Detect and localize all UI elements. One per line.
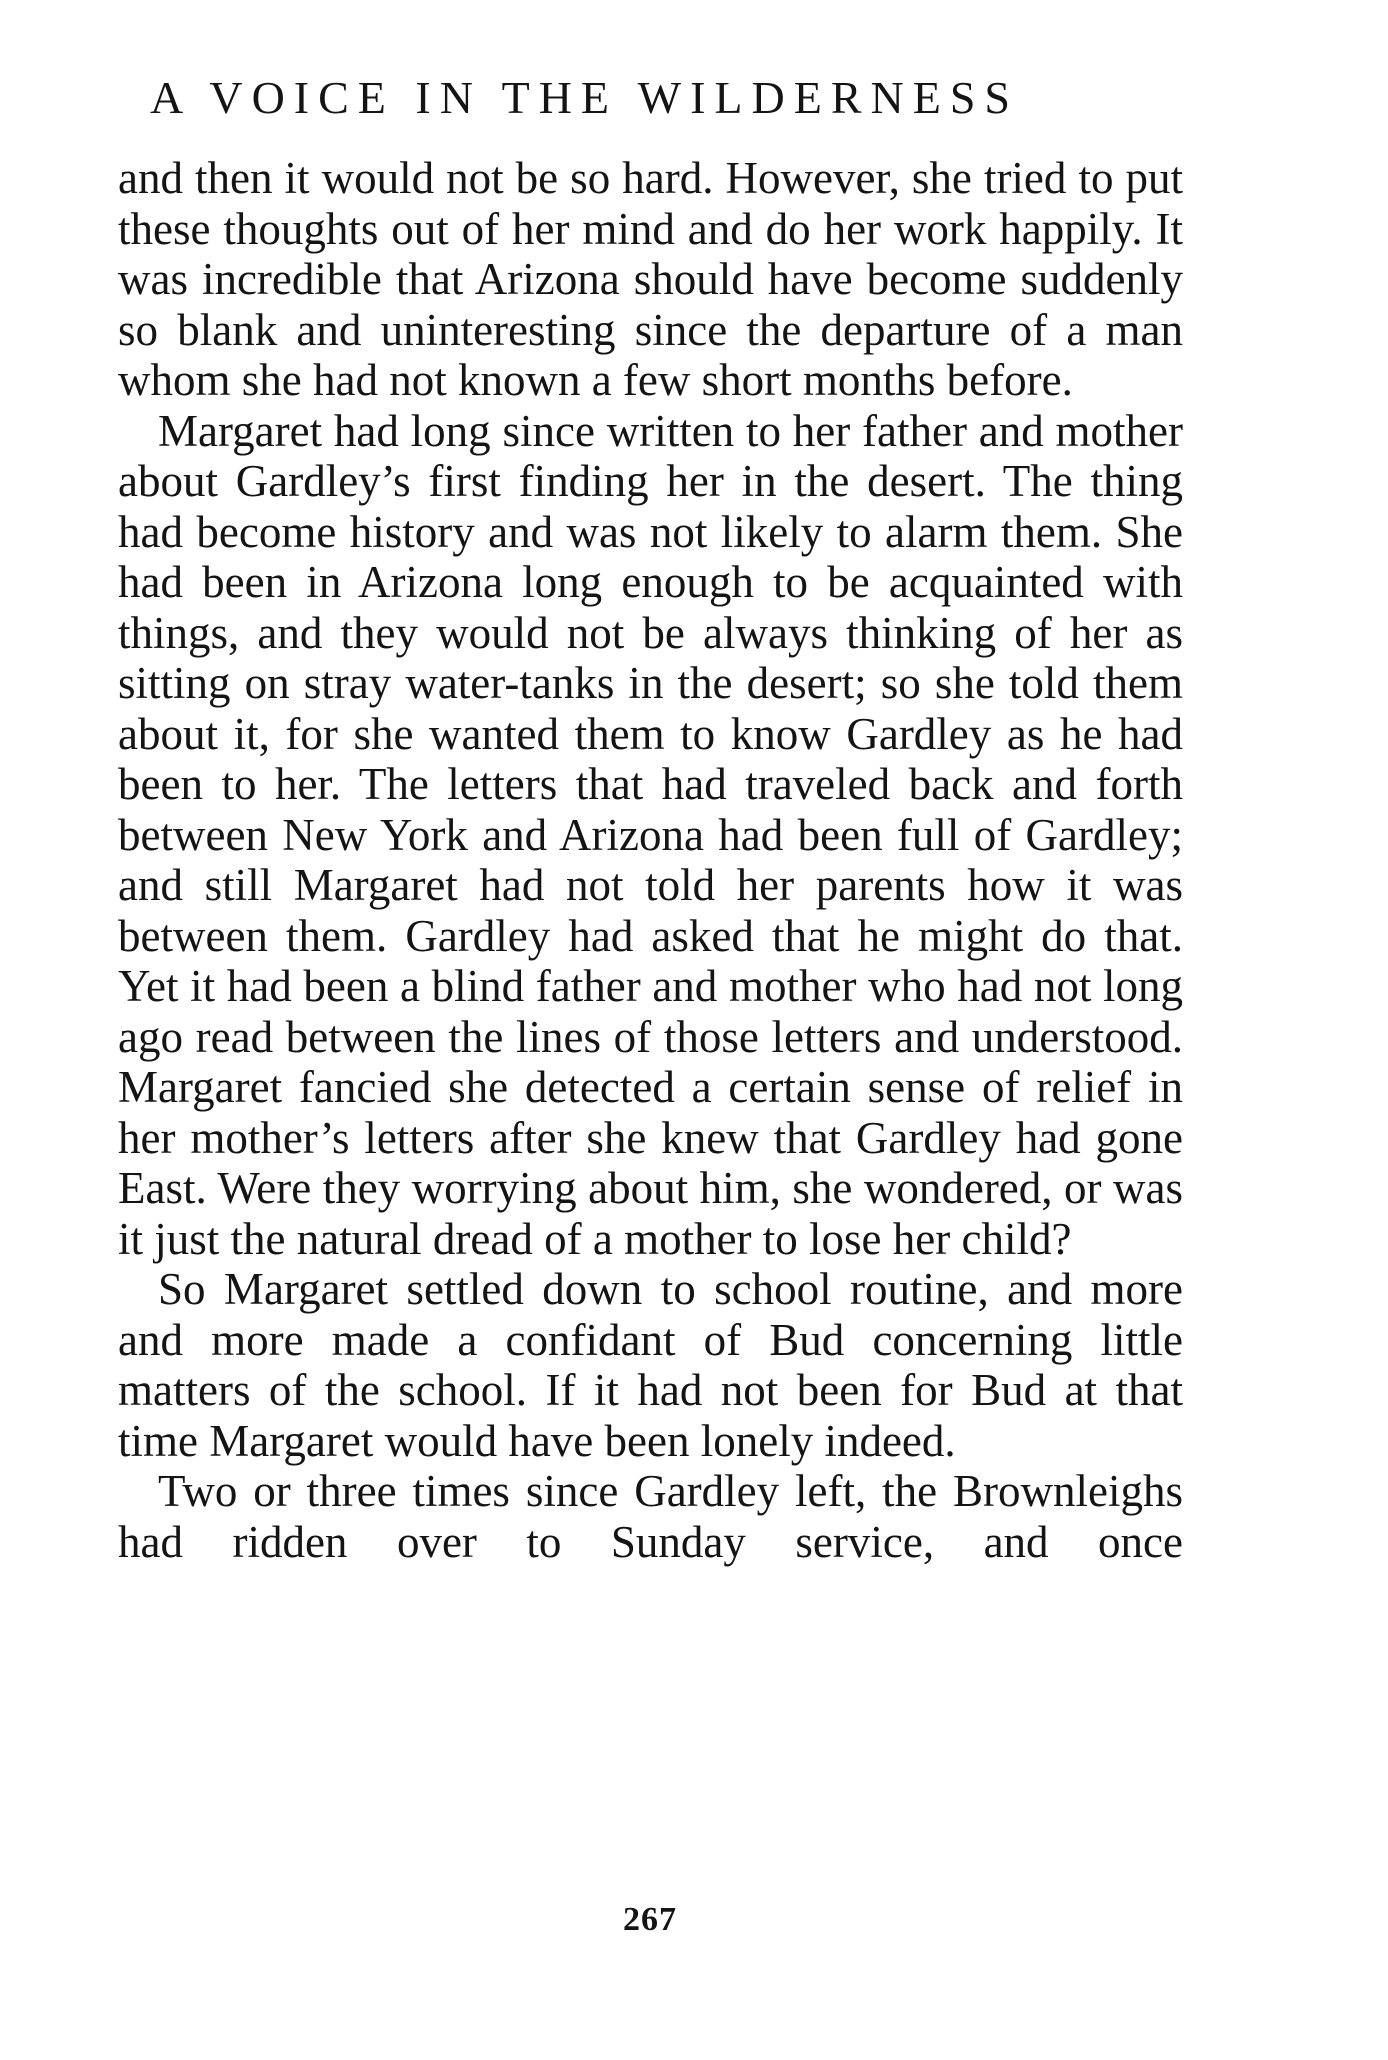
paragraph-4: Two or three times since Gardley left, the Brownleighs had ridden over to Sunday service, and once	[118, 1466, 1183, 1567]
page-number: 267	[623, 1901, 677, 1938]
body-text	[118, 153, 1183, 1567]
paragraph-2: Margaret had long since written to her father and mother about Gardley’s first finding her in the desert. The thing had become history and was not likely to alarm them. She had been in Arizona long enough to be acquainted with things, and they would not be always thinking of her as sitting on stray water-tanks in the desert; so she told them about it, for she wanted them to know Gardley as he had been to her. The letters that had traveled back and forth between New York and Arizona had been full of Gardley; and still Margaret had not told her parents how it was between them. Gardley had asked that he might do that. Yet it had been a blind father and mother who had not long ago read between the lines of those letters and understood. Margaret fancied she detected a certain sense of relief in her mother’s letters after she knew that Gardley had gone East. Were they worrying about him, she wondered, or was it just the natural dread of a mother to lose her child?	[118, 405, 1183, 1264]
paragraph-1: and then it would not be so hard. However, she tried to put these thoughts out of her mind and do her work happily. It was incredible that Arizona should have become suddenly so blank and uninteresting since the departure of a man whom she had not known a few short months before.	[118, 153, 1183, 405]
paragraph-3: So Margaret settled down to school routine, and more and more made a confidant of Bud concerning little matters of the school. If it had not been for Bud at that time Margaret would have been lonely indeed.	[118, 1264, 1183, 1466]
running-head: A VOICE IN THE WILDERNESS	[150, 72, 1019, 123]
